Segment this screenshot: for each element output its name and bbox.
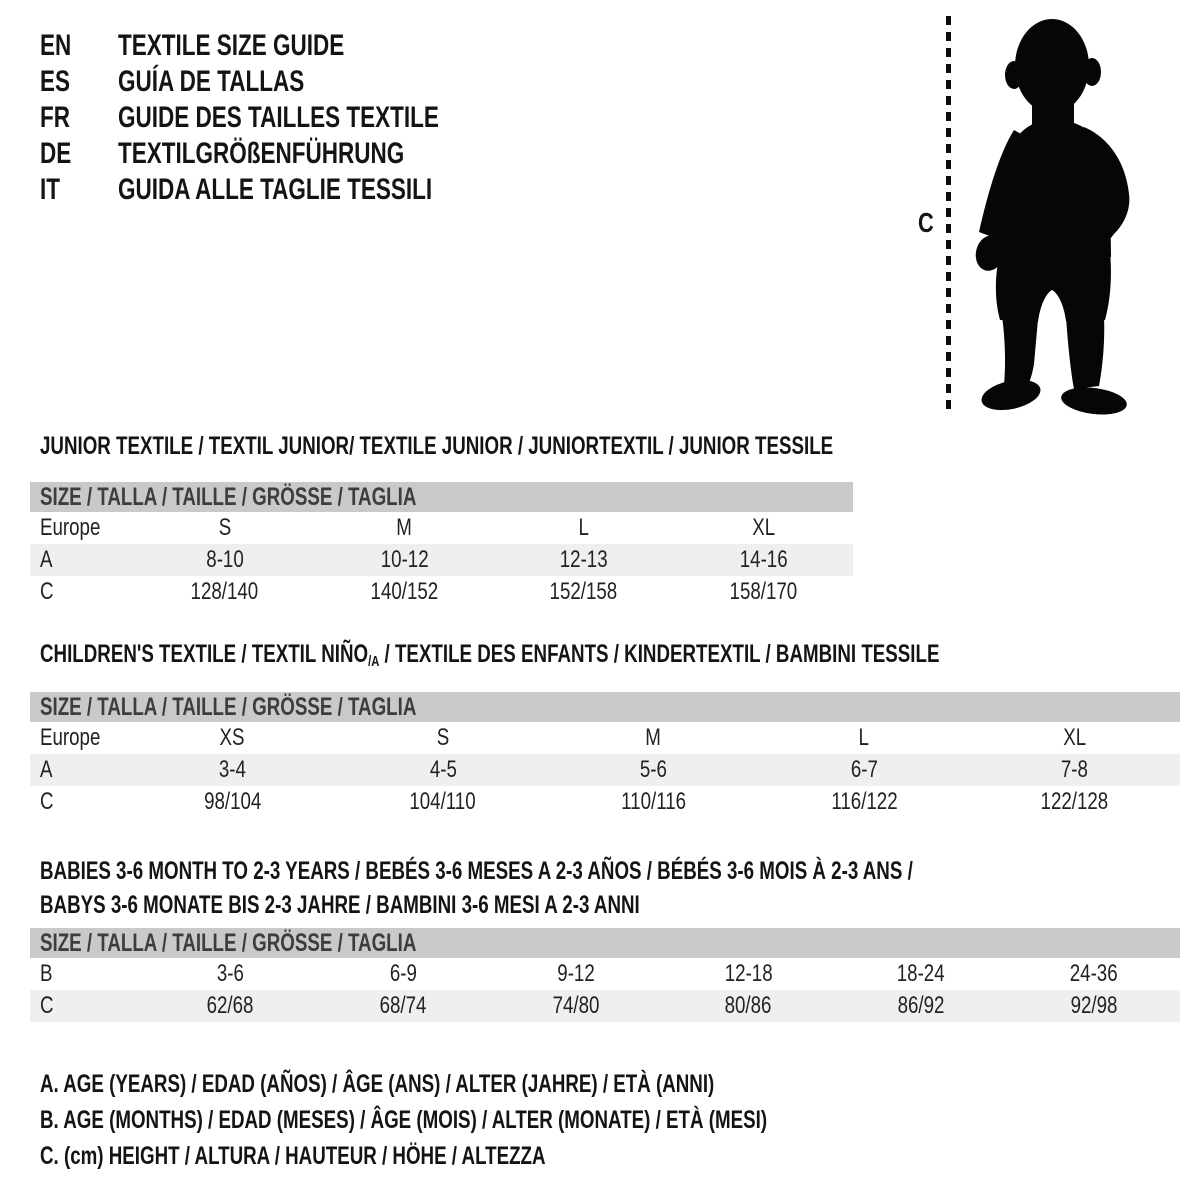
guide-title: TEXTILE SIZE GUIDE (118, 29, 345, 62)
babies-title-line1: BABIES 3-6 MONTH TO 2-3 YEARS / BEBÉS 3-6 MESES A 2-3 AÑOS / BÉBÉS 3-6 MOIS À 2-3 ANS / (40, 857, 913, 885)
babies-section-title (40, 854, 913, 922)
lang-code: ES (40, 65, 71, 98)
size-table-header-bar (30, 692, 1180, 722)
value-cell: 110/116 (621, 788, 686, 815)
lang-row-es (40, 64, 439, 100)
lang-code: IT (40, 173, 61, 206)
height-measure-label: C (918, 207, 934, 238)
guide-title: GUÍA DE TALLAS (118, 65, 305, 98)
lang-code: EN (40, 29, 72, 62)
size-cell: S (436, 724, 450, 751)
value-cell: 128/140 (190, 578, 259, 605)
subscript-a: /A (368, 653, 380, 670)
value-cell: 12-18 (724, 960, 773, 987)
value-cell: 9-12 (556, 960, 595, 987)
junior-size-table (30, 482, 853, 608)
value-cell: 10-12 (380, 546, 429, 573)
size-cell: XS (219, 724, 245, 751)
value-cell: 80/86 (724, 992, 772, 1019)
value-cell: 14-16 (739, 546, 788, 573)
footnote-height-cm: C. (cm) HEIGHT / ALTURA / HAUTEUR / HÖHE / ALTEZZA (40, 1142, 546, 1170)
row-label: A (40, 546, 53, 573)
lang-row-fr (40, 100, 439, 136)
row-label: C (40, 578, 54, 605)
value-cell: 140/152 (370, 578, 439, 605)
table-row-sizes (30, 512, 853, 544)
size-cell: L (578, 514, 589, 541)
row-label: Europe (40, 724, 101, 751)
guide-title: GUIDE DES TAILLES TEXTILE (118, 101, 439, 134)
size-table-header-bar (30, 928, 1180, 958)
value-cell: 122/128 (1040, 788, 1109, 815)
guide-title: TEXTILGRÖßENFÜHRUNG (118, 137, 405, 170)
lang-row-it (40, 172, 439, 208)
value-cell: 98/104 (203, 788, 261, 815)
size-cell: L (858, 724, 870, 751)
value-cell: 92/98 (1070, 992, 1118, 1019)
value-cell: 24-36 (1069, 960, 1118, 987)
value-cell: 158/170 (729, 578, 798, 605)
height-measure-line (946, 16, 951, 416)
row-label: C (40, 992, 54, 1019)
value-cell: 5-6 (639, 756, 668, 783)
value-cell: 6-9 (389, 960, 417, 987)
row-label: B (40, 960, 53, 987)
value-cell: 152/158 (549, 578, 618, 605)
size-cell: M (396, 514, 413, 541)
size-cell: XL (1063, 724, 1087, 751)
table-row-age (30, 544, 853, 576)
language-title-list (40, 28, 572, 208)
lang-row-en (40, 28, 439, 64)
lang-row-de (40, 136, 439, 172)
babies-title-line2: BABYS 3-6 MONATE BIS 2-3 JAHRE / BAMBINI 3-6 MESI A 2-3 ANNI (40, 891, 640, 919)
size-header-label: SIZE / TALLA / TAILLE / GRÖSSE / TAGLIA (40, 929, 417, 957)
value-cell: 8-10 (206, 546, 244, 573)
value-cell: 68/74 (379, 992, 427, 1019)
children-size-table (30, 692, 1180, 818)
row-label: C (40, 788, 54, 815)
table-row-height (30, 576, 853, 608)
babies-size-table (30, 928, 1180, 1022)
value-cell: 7-8 (1061, 756, 1089, 783)
value-cell: 74/80 (552, 992, 600, 1019)
table-row-height (30, 990, 1180, 1022)
value-cell: 3-4 (218, 756, 246, 783)
size-cell: S (218, 514, 231, 541)
size-table-header-bar (30, 482, 853, 512)
guide-title: GUIDA ALLE TAGLIE TESSILI (118, 173, 433, 206)
size-header-label: SIZE / TALLA / TAILLE / GRÖSSE / TAGLIA (40, 483, 417, 511)
value-cell: 18-24 (897, 960, 945, 987)
children-section-title: CHILDREN'S TEXTILE / TEXTIL NIÑO/A / TEXTILE DES ENFANTS / KINDERTEXTIL / BAMBINI TESSILE (40, 640, 940, 670)
footnote-age-months: B. AGE (MONTHS) / EDAD (MESES) / ÂGE (MOIS) / ALTER (MONATE) / ETÀ (MESI) (40, 1106, 768, 1134)
table-row-months (30, 958, 1180, 990)
value-cell: 6-7 (850, 756, 878, 783)
value-cell: 3-6 (216, 960, 244, 987)
lang-code: FR (40, 101, 70, 134)
row-label: A (40, 756, 53, 783)
value-cell: 12-13 (559, 546, 608, 573)
size-cell: M (645, 724, 662, 751)
value-cell: 86/92 (897, 992, 945, 1019)
table-row-age (30, 754, 1180, 786)
table-row-sizes (30, 722, 1180, 754)
toddler-silhouette-icon (963, 12, 1140, 422)
junior-section-title: JUNIOR TEXTILE / TEXTIL JUNIOR/ TEXTILE JUNIOR / JUNIORTEXTIL / JUNIOR TESSILE (40, 432, 834, 460)
table-row-height (30, 786, 1180, 818)
value-cell: 104/110 (409, 788, 477, 815)
value-cell: 4-5 (429, 756, 457, 783)
lang-code: DE (40, 137, 72, 170)
value-cell: 116/122 (830, 788, 898, 815)
row-label: Europe (40, 514, 101, 541)
footnote-age-years: A. AGE (YEARS) / EDAD (AÑOS) / ÂGE (ANS) / ALTER (JAHRE) / ETÀ (ANNI) (40, 1070, 715, 1098)
size-cell: XL (751, 514, 775, 541)
size-header-label: SIZE / TALLA / TAILLE / GRÖSSE / TAGLIA (40, 693, 417, 721)
value-cell: 62/68 (206, 992, 254, 1019)
